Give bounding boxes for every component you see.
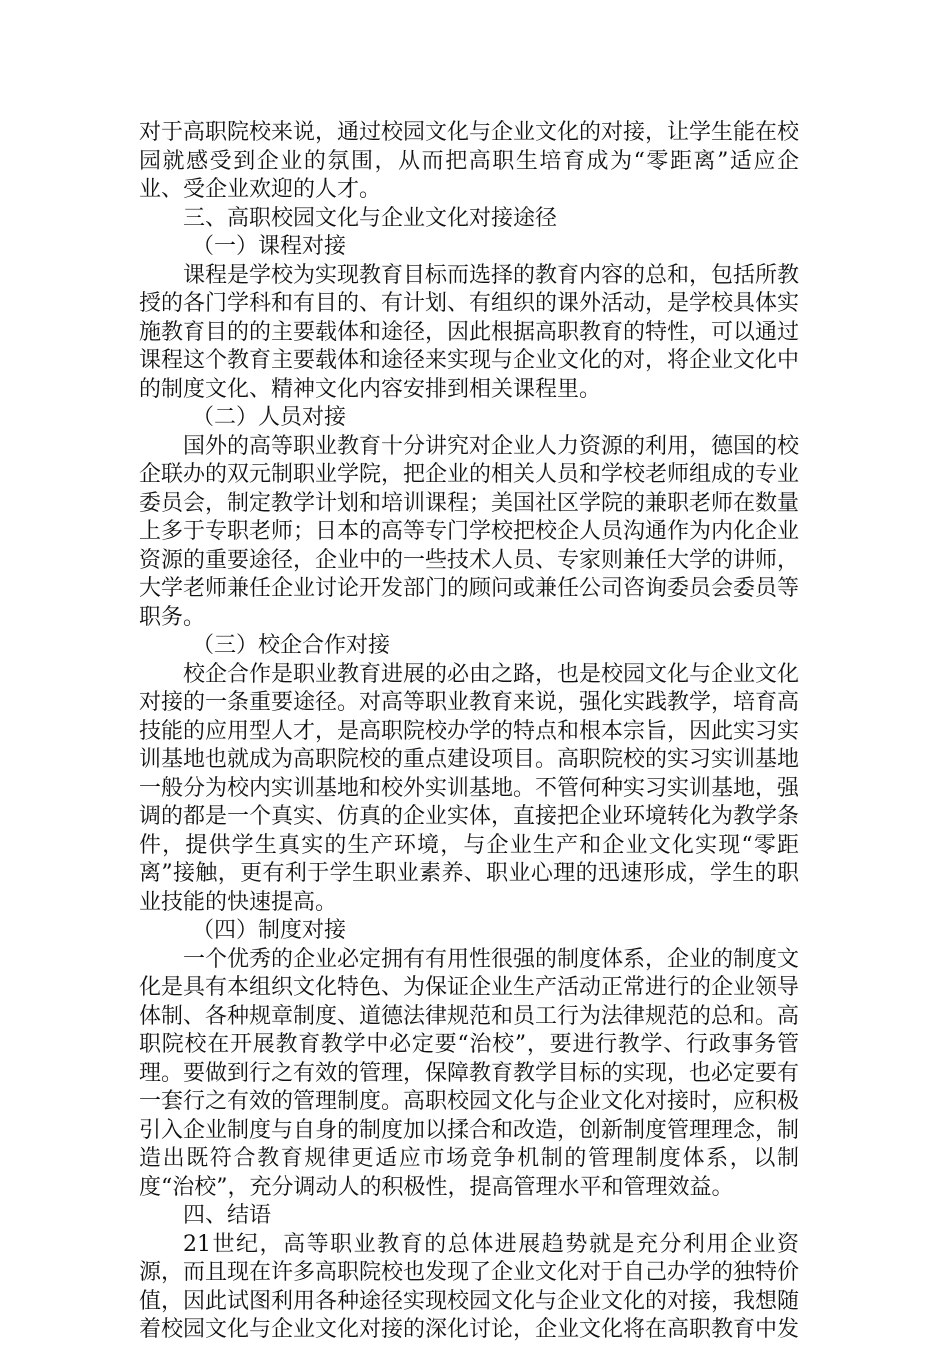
subheading-course: （一）课程对接 (192, 234, 347, 259)
document-page (139, 119, 799, 1345)
section-heading-3: 三、高职校园文化与企业文化对接途径 (183, 205, 558, 231)
paragraph-course: 课程是学校为实现教育目标而选择的教育内容的总和，包括所教授的各门学科和有目的、有计划、有组织的课外活动，是学校具体实施教育目的的主要载体和途径，因此根据高职教育的特性，可以通过课程这个教育主要载体和途径来实现与企业文化的对，将企业文化中的制度文化、精神文化内容安排到相关课程里。 (139, 262, 800, 402)
paragraph-system: 一个优秀的企业必定拥有有用性很强的制度体系，企业的制度文化是具有本组织文化特色、为保证企业生产活动正常进行的企业领导体制、各种规章制度、道德法律规范和员工行为法律规范的总和。高职院校在开展教育教学中必定要“治校”，要进行教学、行政事务管理。要做到行之有效的管理，保障教育教学目标的实现，也必定要有一套行之有效的管理制度。高职校园文化与企业文化对接时，应积极引入企业制度与自身的制度加以揉合和改造，创新制度管理理念，制造出既符合教育规律更适应市场竞争机制的管理制度体系，以制度“治校”，充分调动人的积极性，提高管理水平和管理效益。 (139, 946, 800, 1200)
subheading-personnel: （二）人员对接 (192, 405, 347, 430)
paragraph-cooperation: 校企合作是职业教育进展的必由之路，也是校园文化与企业文化对接的一条重要途径。对高等职业教育来说，强化实践教学，培育高技能的应用型人才，是高职院校办学的特点和根本宗旨，因此实习实训基地也就成为高职院校的重点建设项目。高职院校的实习实训基地一般分为校内实训基地和校外实训基地。不管何种实习实训基地，强调的都是一个真实、仿真的企业实体，直接把企业环境转化为教学条件，提供学生真实的生产环境，与企业生产和企业文化实现“零距离”接触，更有利于学生职业素养、职业心理的迅速形成，学生的职业技能的快速提高。 (139, 661, 800, 915)
paragraph-personnel: 国外的高等职业教育十分讲究对企业人力资源的利用，德国的校企联办的双元制职业学院，把企业的相关人员和学校老师组成的专业委员会，制定教学计划和培训课程；美国社区学院的兼职老师在数量上多于专职老师；日本的高等专门学校把校企人员沟通作为内化企业资源的重要途径，企业中的一些技术人员、专家则兼任大学的讲师，大学老师兼任企业讨论开发部门的顾问或兼任公司咨询委员会委员等职务。 (139, 433, 800, 630)
paragraph-intro-continuation: 对于高职院校来说，通过校园文化与企业文化的对接，让学生能在校园就感受到企业的氛围，从而把高职生培育成为“零距离”适应企业、受企业欢迎的人才。 (139, 120, 800, 202)
section-heading-4: 四、结语 (183, 1203, 272, 1228)
subheading-cooperation: （三）校企合作对接 (192, 633, 391, 658)
subheading-system: （四）制度对接 (192, 918, 347, 943)
paragraph-conclusion: 21世纪，高等职业教育的总体进展趋势就是充分利用企业资源，而且现在许多高职院校也发现了企业文化对于自己办学的独特价值，因此试图利用各种途径实现校园文化与企业文化的对接，我想随着校园文化与企业文化对接的深化讨论，企业文化将在高职教育中发 (139, 1231, 800, 1342)
